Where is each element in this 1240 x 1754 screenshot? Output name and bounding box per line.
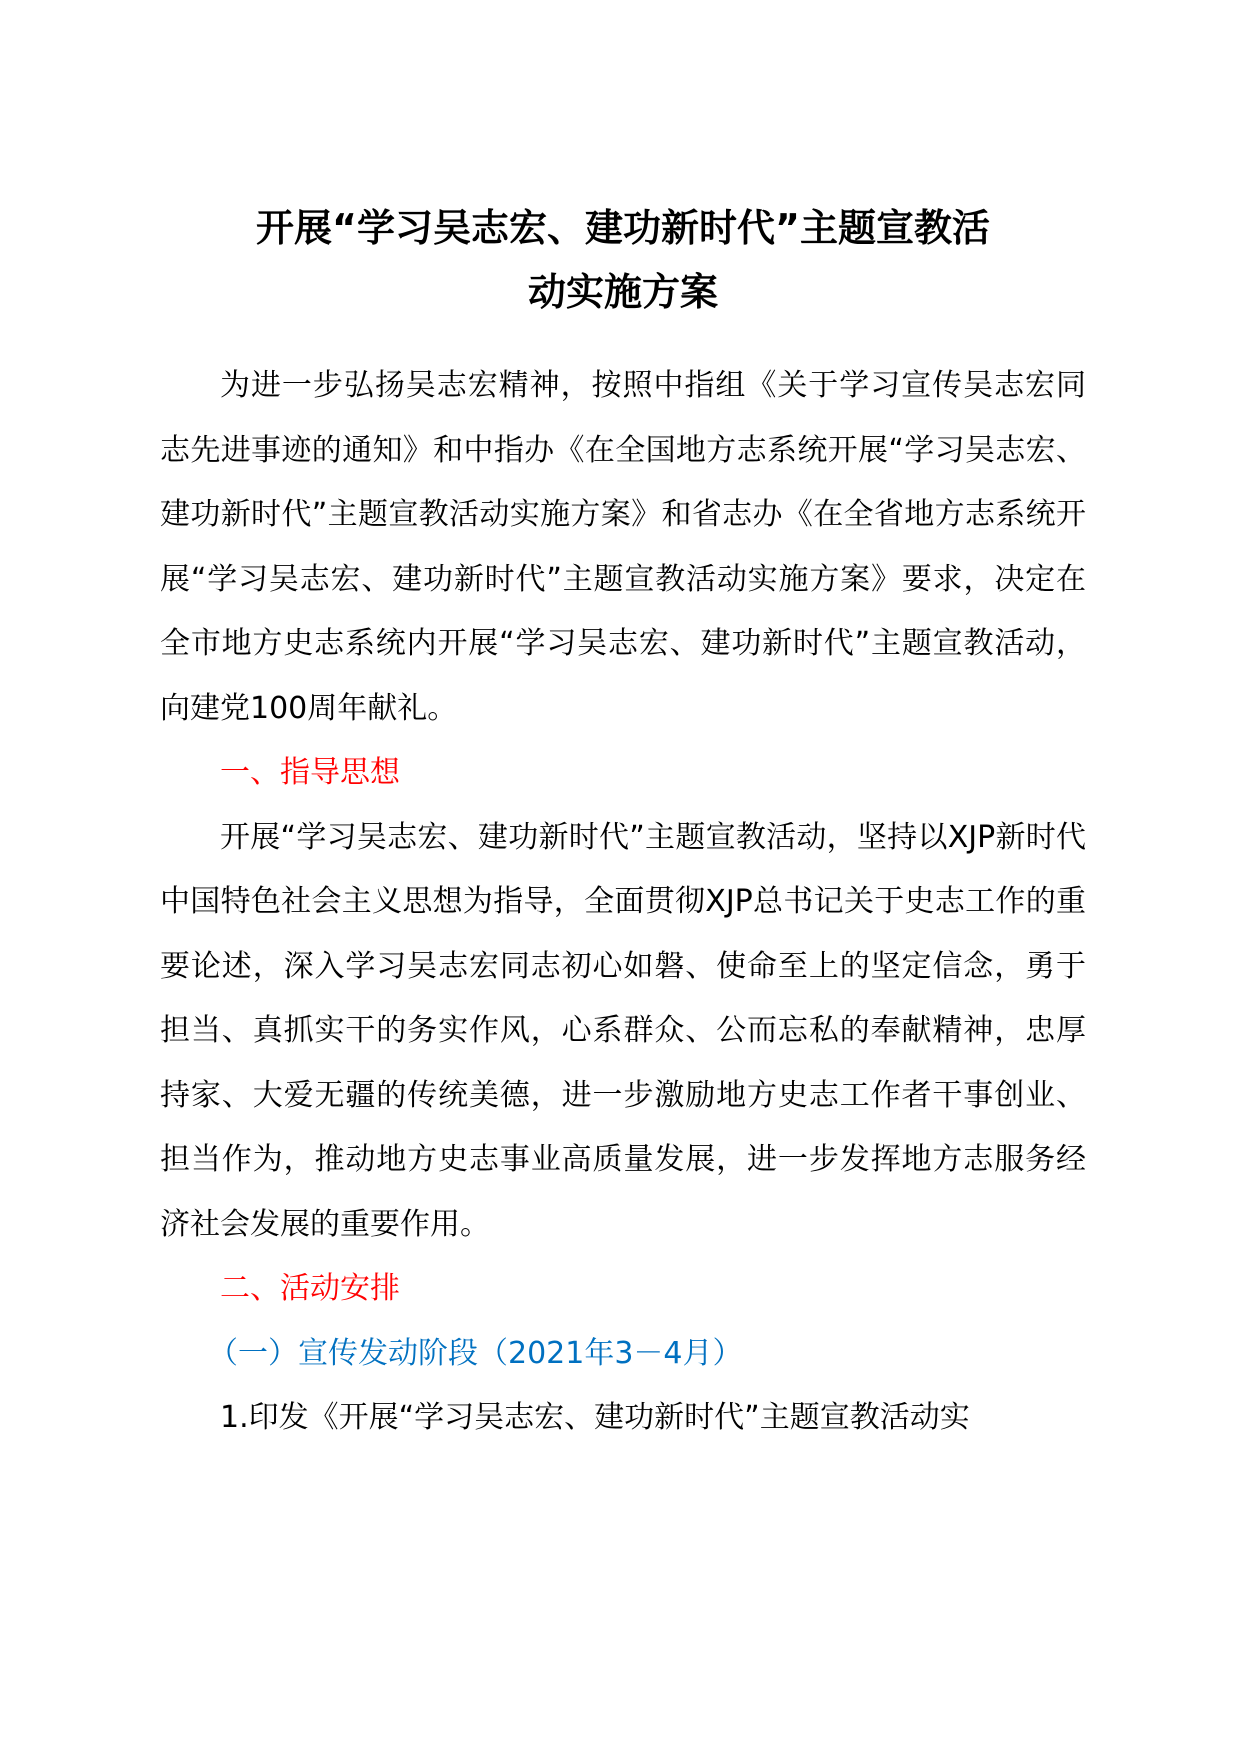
document-title <box>160 196 1086 324</box>
guiding-ideology-paragraph: 开展“学习吴志宏、建功新时代”主题宣教活动，坚持以XJP新时代中国特色社会主义思想为指导，全面贯彻XJP总书记关于史志工作的重要论述，深入学习吴志宏同志初心如磐、使命至上的坚定信念，勇于担当、真抓实干的务实作风，心系群众、公而忘私的奉献精神，忠厚持家、大爱无疆的传统美德，进一步激励地方史志工作者干事创业、担当作为，推动地方史志事业高质量发展，进一步发挥地方志服务经济社会发展的重要作用。 <box>160 819 1086 1242</box>
list-item-1: 1.印发《开展“学习吴志宏、建功新时代”主题宣教活动实 <box>220 1400 970 1435</box>
title-line-1: 开展“学习吴志宏、建功新时代”主题宣教活 <box>256 206 990 250</box>
subsection-heading-publicity-phase: （一）宣传发动阶段（2021年3－4月） <box>208 1335 743 1371</box>
section-heading-guiding-ideology: 一、指导思想 <box>220 755 400 790</box>
document-page <box>160 196 1086 1451</box>
section-heading-activity-arrangement: 二、活动安排 <box>220 1271 400 1306</box>
title-line-2: 动实施方案 <box>527 270 718 314</box>
intro-paragraph: 为进一步弘扬吴志宏精神，按照中指组《关于学习宣传吴志宏同志先进事迹的通知》和中指办《在全国地方志系统开展“学习吴志宏、建功新时代”主题宣教活动实施方案》和省志办《在全省地方志系统开展“学习吴志宏、建功新时代”主题宣教活动实施方案》要求，决定在全市地方史志系统内开展“学习吴志宏、建功新时代”主题宣教活动，向建党100周年献礼。 <box>160 368 1086 726</box>
